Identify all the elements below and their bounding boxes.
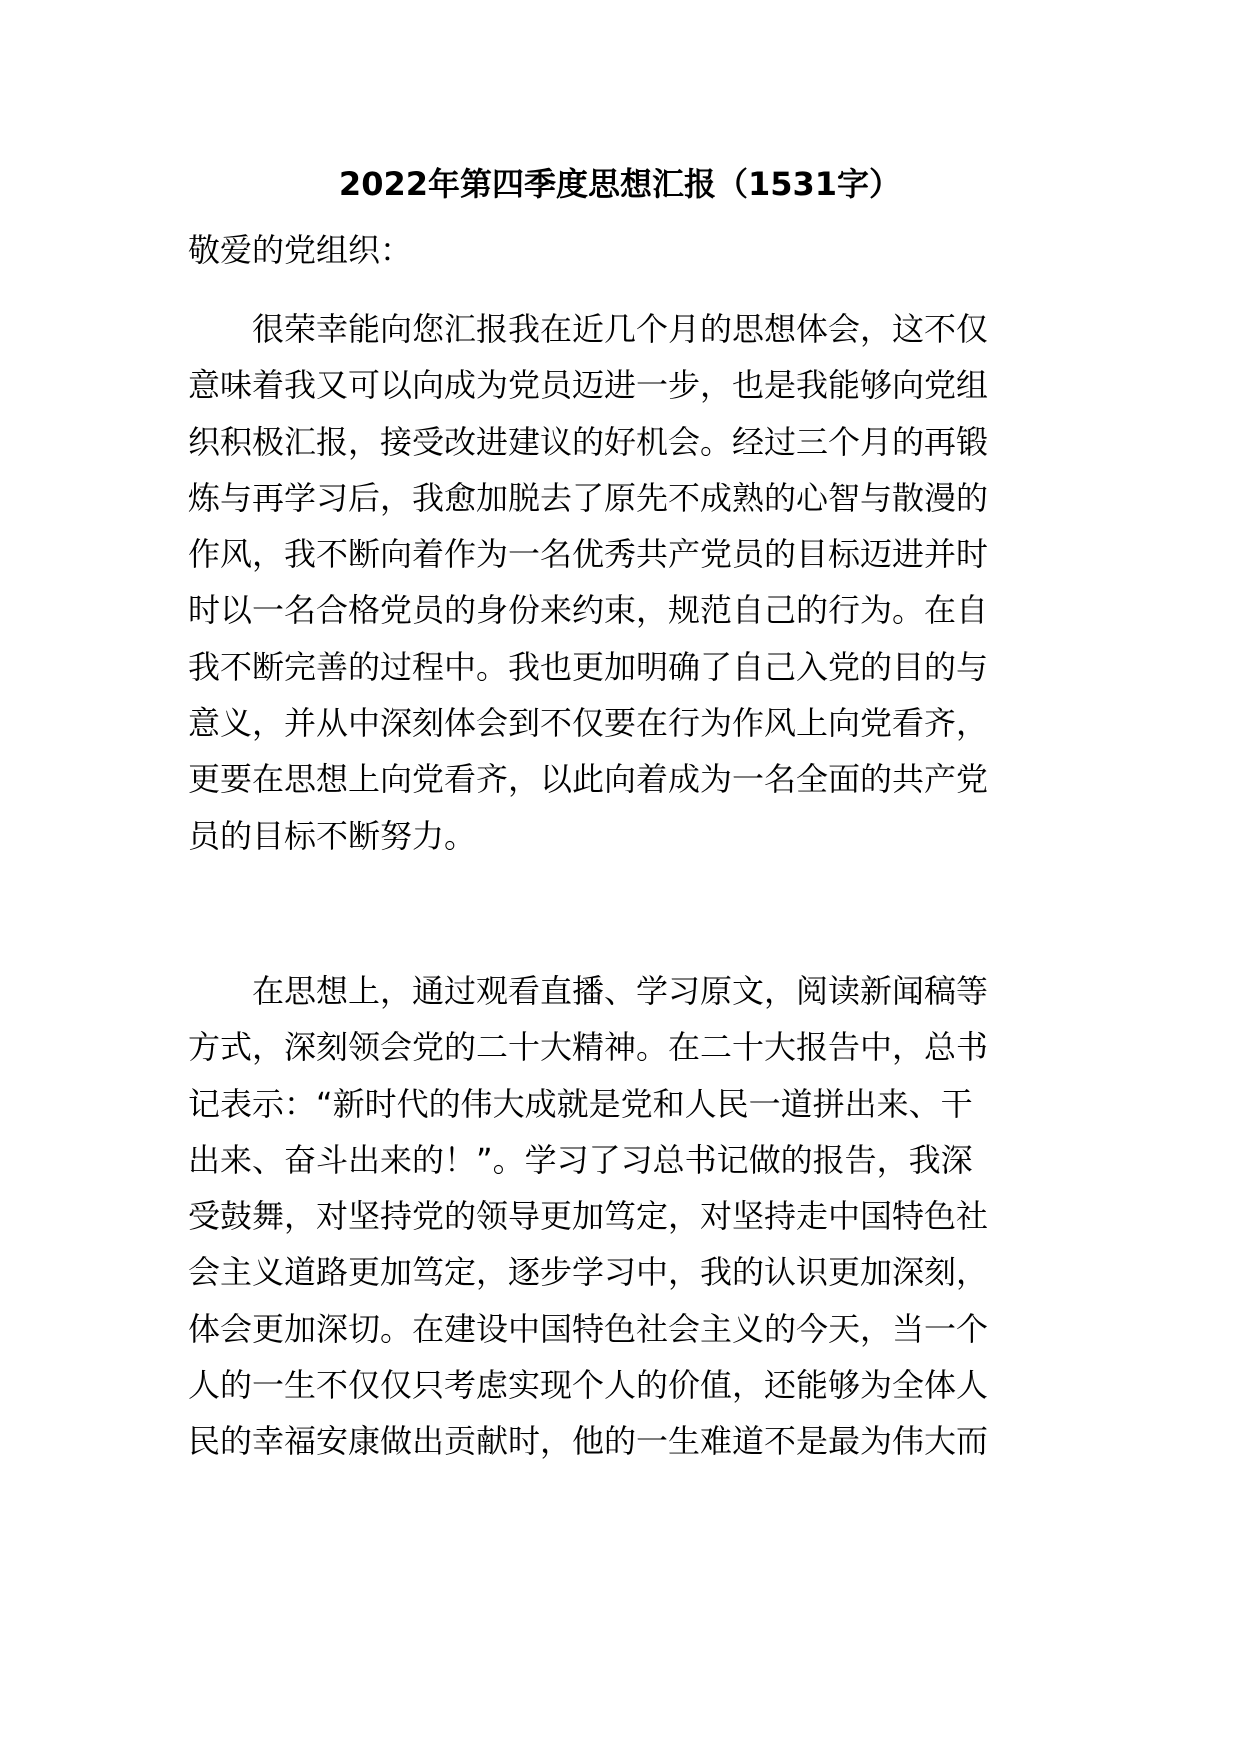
paragraph-line: 体会更加深切。在建设中国特色社会主义的今天，当一个: [188, 1309, 989, 1348]
paragraph-line: 作风，我不断向着作为一名优秀共产党员的目标迈进并时: [188, 535, 989, 574]
paragraph-2: [188, 958, 1058, 1475]
paragraph-line: 意味着我又可以向成为党员迈进一步，也是我能够向党组: [188, 366, 989, 405]
paragraph-1: [188, 296, 1058, 869]
paragraph-line: 时以一名合格党员的身份来约束，规范自己的行为。在自: [188, 591, 989, 630]
paragraph-line: 人的一生不仅仅只考虑实现个人的价值，还能够为全体人: [188, 1366, 989, 1405]
paragraph-line: 民的幸福安康做出贡献时，他的一生难道不是最为伟大而: [188, 1422, 989, 1461]
document-title: 2022年第四季度思想汇报（1531字）: [338, 165, 902, 203]
paragraph-line: 记表示：“新时代的伟大成就是党和人民一道拼出来、干: [188, 1084, 973, 1123]
paragraph-line: 在思想上，通过观看直播、学习原文，阅读新闻稿等: [188, 972, 989, 1010]
salutation: 敬爱的党组织：: [188, 231, 413, 269]
paragraph-line: 很荣幸能向您汇报我在近几个月的思想体会，这不仅: [188, 310, 989, 348]
paragraph-line: 更要在思想上向党看齐，以此向着成为一名全面的共产党: [188, 760, 989, 799]
paragraph-line: 受鼓舞，对坚持党的领导更加笃定，对坚持走中国特色社: [188, 1197, 989, 1236]
paragraph-line: 我不断完善的过程中。我也更加明确了自己入党的目的与: [188, 647, 989, 686]
paragraph-line: 方式，深刻领会党的二十大精神。在二十大报告中，总书: [188, 1028, 989, 1067]
paragraph-line: 织积极汇报，接受改进建议的好机会。经过三个月的再锻: [188, 422, 989, 461]
paragraph-line: 出来、奋斗出来的！”。学习了习总书记做的报告，我深: [188, 1140, 973, 1179]
paragraph-line: 会主义道路更加笃定，逐步学习中，我的认识更加深刻，: [188, 1253, 989, 1292]
paragraph-line: 意义，并从中深刻体会到不仅要在行为作风上向党看齐，: [188, 704, 989, 743]
paragraph-line: 炼与再学习后，我愈加脱去了原先不成熟的心智与散漫的: [188, 478, 989, 517]
paragraph-line: 员的目标不断努力。: [188, 816, 477, 855]
